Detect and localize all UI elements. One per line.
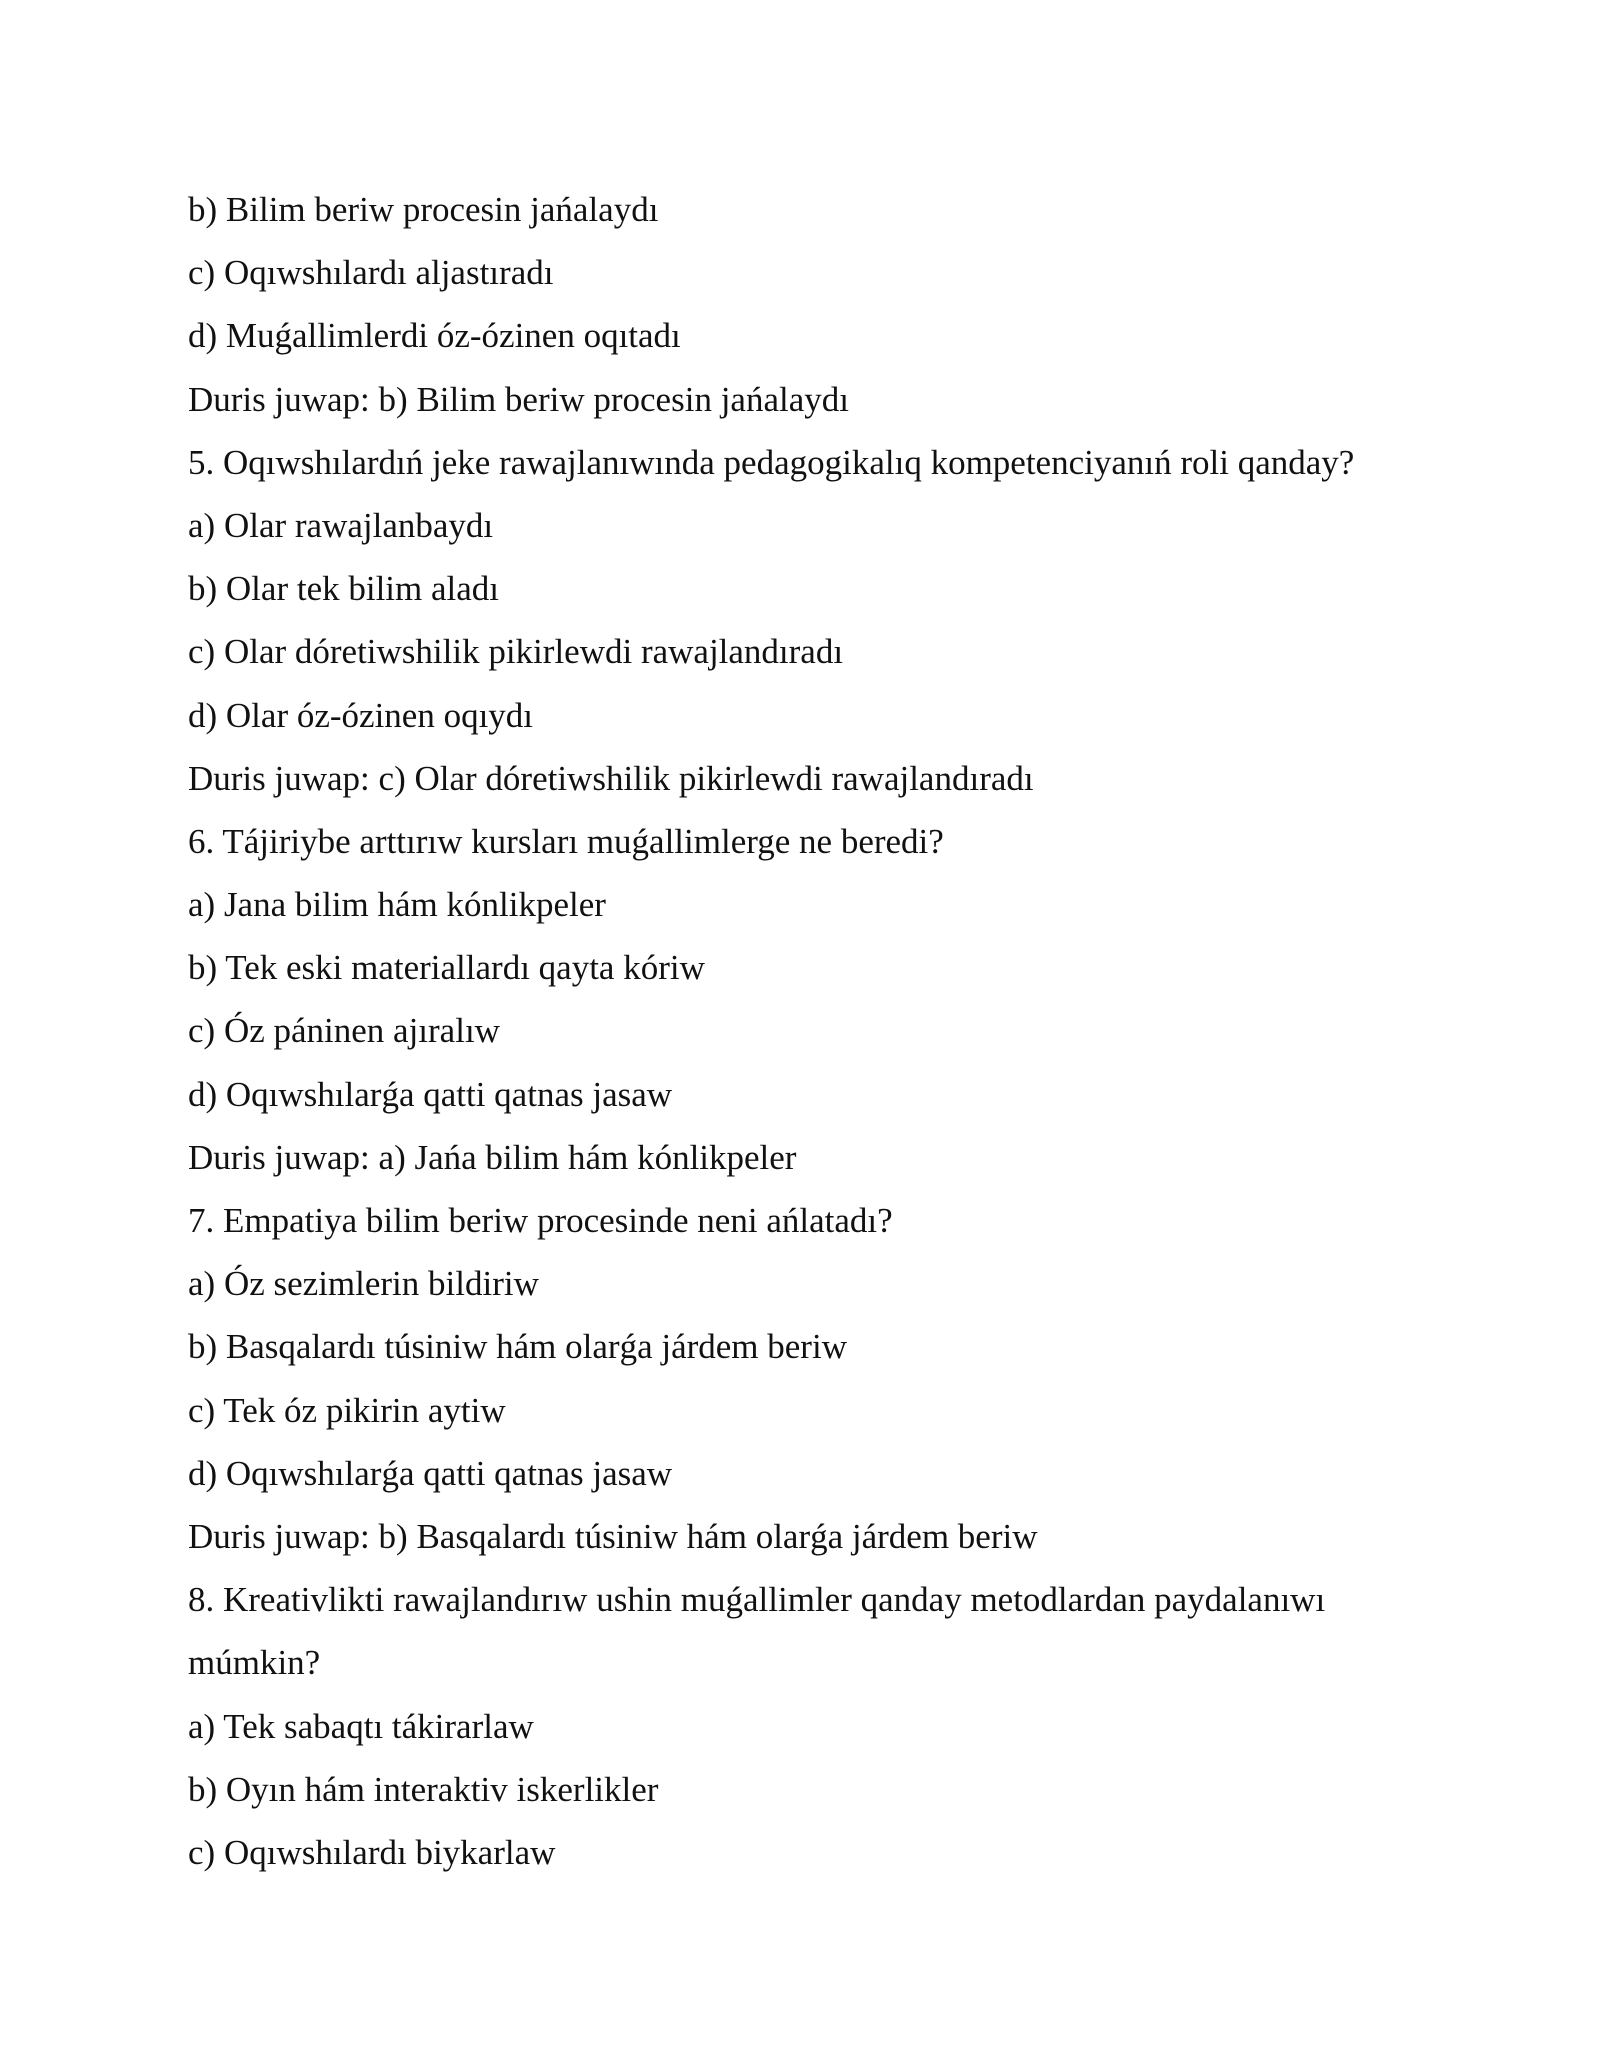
option-d-q6: d) Oqıwshılarǵa qatti qatnas jasaw	[188, 1074, 673, 1114]
question-5: 5. Oqıwshılardıń jeke rawajlanıwında pedagogikalıq kompetenciyanıń roli qanday?	[188, 442, 1355, 482]
option-d-q4: d) Muǵallimlerdi óz-ózinen oqıtadı	[188, 316, 681, 356]
option-b-q4: b) Bilim beriw procesin jańalaydı	[188, 190, 659, 229]
answer-q4: Duris juwap: b) Bilim beriw procesin jańalaydı	[188, 379, 849, 419]
option-d-q5: d) Olar óz-ózinen oqıydı	[188, 695, 534, 735]
option-c-q5: c) Olar dóretiwshilik pikirlewdi rawajlandıradı	[188, 632, 844, 672]
option-c-q6: c) Óz páninen ajıralıw	[188, 1011, 500, 1051]
option-a-q5: a) Olar rawajlanbaydı	[188, 505, 494, 545]
option-a-q8: a) Tek sabaqtı tákirarlaw	[188, 1706, 534, 1746]
question-7: 7. Empatiya bilim beriw procesinde neni ańlatadı?	[188, 1201, 893, 1240]
question-6: 6. Tájiriybe arttırıw kursları muǵallimlerge ne beredi?	[188, 821, 944, 861]
option-b-q5: b) Olar tek bilim aladı	[188, 569, 500, 609]
page-content	[188, 178, 1448, 1884]
option-b-q8: b) Oyın hám interaktiv iskerlikler	[188, 1769, 659, 1809]
option-c-q7: c) Tek óz pikirin aytiw	[188, 1390, 506, 1430]
answer-q7: Duris juwap: b) Basqalardı túsiniw hám olarǵa járdem beriw	[188, 1516, 1038, 1556]
option-c-q8: c) Oqıwshılardı biykarlaw	[188, 1832, 556, 1872]
question-8: 8. Kreativlikti rawajlandırıw ushin muǵallimler qanday metodlardan paydalanıwı	[188, 1580, 1326, 1620]
option-b-q7: b) Basqalardı túsiniw hám olarǵa járdem beriw	[188, 1327, 847, 1367]
answer-q6: Duris juwap: a) Jańa bilim hám kónlikpeler	[188, 1137, 797, 1177]
option-c-q4: c) Oqıwshılardı aljastıradı	[188, 253, 554, 293]
answer-q5: Duris juwap: c) Olar dóretiwshilik pikirlewdi rawajlandıradı	[188, 758, 1034, 798]
option-d-q7: d) Oqıwshılarǵa qatti qatnas jasaw	[188, 1453, 673, 1493]
option-a-q6: a) Jana bilim hám kónlikpeler	[188, 885, 606, 925]
question-8-continued: múmkin?	[188, 1643, 321, 1683]
option-a-q7: a) Óz sezimlerin bildiriw	[188, 1264, 539, 1304]
option-b-q6: b) Tek eski materiallardı qayta kóriw	[188, 948, 705, 988]
